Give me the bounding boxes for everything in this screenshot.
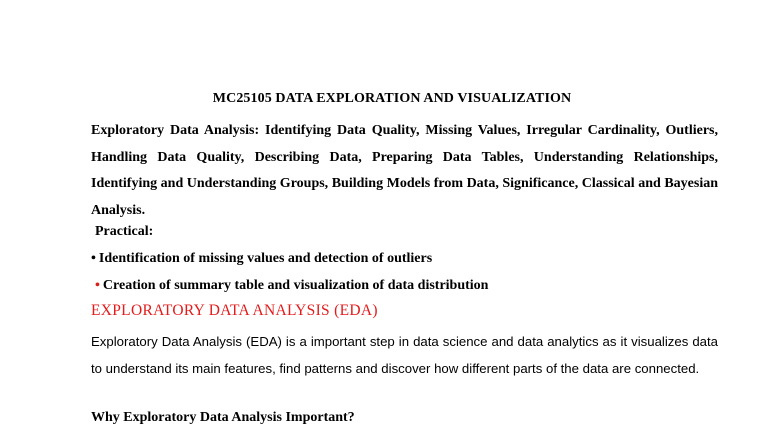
section-heading: EXPLORATORY DATA ANALYSIS (EDA) [91, 302, 378, 319]
practical-item-text: Creation of summary table and visualization of data distribution [102, 278, 489, 293]
practical-item-text: Identification of missing values and detection of outliers [98, 251, 433, 266]
bullet-icon: • [95, 278, 100, 293]
course-title: MC25105 DATA EXPLORATION AND VISUALIZATION [212, 91, 572, 106]
section-paragraph: Exploratory Data Analysis (EDA) is a important step in data science and data analytics as it visualizes data to understand its main features, find patterns and discover how different parts of the data are connected. [91, 334, 718, 376]
syllabus-paragraph: Exploratory Data Analysis: Identifying Data Quality, Missing Values, Irregular Cardinality, Outliers, Handling Data Quality, Describing Data, Preparing Data Tables, Understanding Relationships, Identifying and Understanding Groups, Building Models from Data, Significance, Classical and Bayesian Analysis. [91, 123, 718, 218]
bullet-icon: • [91, 251, 96, 266]
practical-item [95, 278, 488, 294]
practical-label: Practical: [95, 224, 154, 239]
practical-item [91, 251, 432, 267]
subheading: Why Exploratory Data Analysis Important? [91, 410, 355, 425]
